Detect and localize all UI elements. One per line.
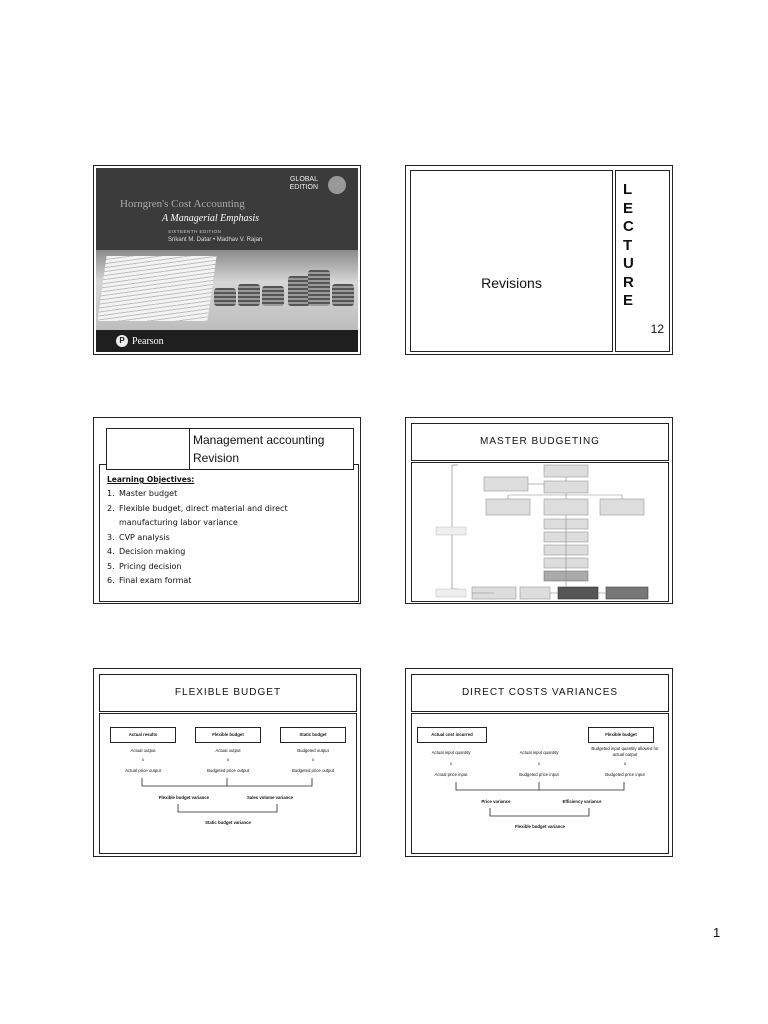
coin-stack-icon: [308, 270, 330, 306]
flexible-budget-diagram: [99, 713, 357, 854]
lecture-letter: E: [623, 199, 634, 217]
col3-line1: Budgeted input quantity allowed for actual output: [591, 746, 659, 757]
book-edition: SIXTEENTH EDITION: [168, 229, 222, 234]
page-number: 1: [713, 925, 721, 940]
book-authors: Srikant M. Datar • Madhav V. Rajan: [168, 237, 263, 243]
direct-costs-variances-slide: [405, 668, 673, 857]
objective-number: 5.: [107, 561, 115, 571]
lecture-letter: R: [623, 273, 634, 291]
cover-photo: [96, 250, 358, 330]
col3-operator: x: [623, 761, 627, 766]
static-budget-header: Static budget: [280, 727, 346, 743]
objective-text: Decision making: [119, 547, 186, 556]
col3-line2: Budgeted price output: [291, 768, 335, 773]
master-budget-flowchart: [411, 462, 669, 602]
slide-title: FLEXIBLE BUDGET: [99, 674, 357, 712]
static-budget-variance-label: Static budget variance: [205, 820, 251, 825]
objective-item: [107, 560, 347, 575]
objective-item: [107, 502, 347, 531]
col2-line1: Actual input quantity: [519, 750, 559, 755]
pearson-logo-icon: P: [116, 335, 128, 347]
slide-title: DIRECT COSTS VARIANCES: [411, 674, 669, 712]
objective-text: Final exam format: [119, 576, 192, 585]
objective-number: 4.: [107, 547, 115, 556]
objectives-slide: [93, 417, 361, 604]
coin-stack-icon: [214, 288, 236, 306]
lecture-letter: E: [623, 292, 634, 309]
book-subtitle: A Managerial Emphasis: [162, 213, 260, 224]
objective-text: Pricing decision: [119, 561, 182, 571]
col3-line2: Budgeted price input: [605, 772, 645, 777]
slide-title: Revisions: [481, 275, 542, 291]
book-cover: [96, 168, 358, 352]
flexible-budget-header: Flexible budget: [588, 727, 654, 743]
coin-stack-icon: [238, 284, 260, 306]
book-cover-slide: [93, 165, 361, 355]
publisher-name: Pearson: [132, 336, 164, 347]
lecture-letter: U: [623, 255, 634, 272]
direct-costs-diagram: [411, 713, 669, 854]
lecture-letter: C: [623, 218, 634, 235]
objective-number: 1.: [107, 489, 115, 498]
objective-item: [107, 545, 347, 560]
col2-operator: x: [226, 757, 230, 762]
col1-operator: x: [141, 757, 145, 762]
flexible-budget-header: Flexible budget: [195, 727, 261, 743]
col3-operator: x: [311, 757, 315, 762]
col1-line1: Actual output: [130, 748, 156, 753]
title-panel: [410, 170, 613, 352]
col3-line1: Budgeted output: [297, 748, 329, 753]
publisher-bar: [96, 330, 358, 352]
col2-operator: x: [537, 761, 541, 766]
variance-brackets: [412, 714, 668, 853]
objectives-list: [107, 487, 347, 589]
objective-text: CVP analysis: [119, 532, 170, 542]
objective-number: 6.: [107, 576, 115, 585]
col2-line1: Actual output: [215, 748, 241, 753]
objective-item: [107, 487, 347, 502]
objective-item: [107, 574, 347, 589]
coin-stack-icon: [332, 284, 354, 306]
coin-stack-icon: [262, 286, 284, 306]
slide-heading-box: [106, 428, 354, 470]
price-variance-label: Price variance: [481, 799, 511, 804]
objective-number: 3.: [107, 532, 115, 542]
efficiency-variance-label: Efficiency variance: [562, 799, 602, 804]
flexible-budget-variance-label: Flexible budget variance: [158, 795, 210, 800]
col2-line2: Budgeted price input: [519, 772, 559, 777]
edition-badge-icon: [328, 176, 346, 194]
col1-line2: Actual price output: [125, 768, 161, 773]
revisions-slide: [405, 165, 673, 355]
col1-operator: x: [449, 761, 453, 766]
lecture-panel: [615, 170, 670, 352]
flexible-budget-variance-label: Flexible budget variance: [514, 824, 566, 829]
flowchart-diagram: [412, 463, 668, 601]
edition-label: GLOBAL EDITION: [289, 176, 318, 191]
objective-text: Master budget: [119, 489, 178, 498]
variance-brackets: [100, 714, 356, 853]
lecture-letter: L: [623, 181, 633, 198]
actual-cost-header: Actual cost incurred: [417, 727, 487, 743]
objectives-label: Learning Objectives:: [107, 475, 195, 484]
col1-line1: Actual input quantity: [431, 750, 471, 755]
flexible-budget-slide: [93, 668, 361, 857]
lecture-number: 12: [650, 322, 664, 336]
book-title: Horngren's Cost Accounting: [120, 198, 245, 210]
actual-results-header: Actual results: [110, 727, 176, 743]
coin-stack-icon: [288, 276, 310, 306]
sales-volume-variance-label: Sales volume variance: [246, 795, 294, 800]
objectives-body: [99, 464, 359, 602]
objective-number: 2.: [107, 503, 115, 513]
heading-divider: [189, 429, 190, 469]
paper-stack-image: [97, 256, 216, 321]
lecture-letter: T: [623, 236, 633, 254]
master-budgeting-slide: [405, 417, 673, 604]
slide-heading: Management accounting Revision: [193, 433, 325, 465]
slide-title: MASTER BUDGETING: [411, 423, 669, 461]
objective-item: [107, 531, 347, 546]
col1-line2: Actual price input: [434, 772, 468, 777]
col2-line2: Budgeted price output: [206, 768, 250, 773]
lecture-letters: [623, 181, 634, 311]
objective-text: Flexible budget, direct material and direct manufacturing labor variance: [119, 503, 288, 527]
